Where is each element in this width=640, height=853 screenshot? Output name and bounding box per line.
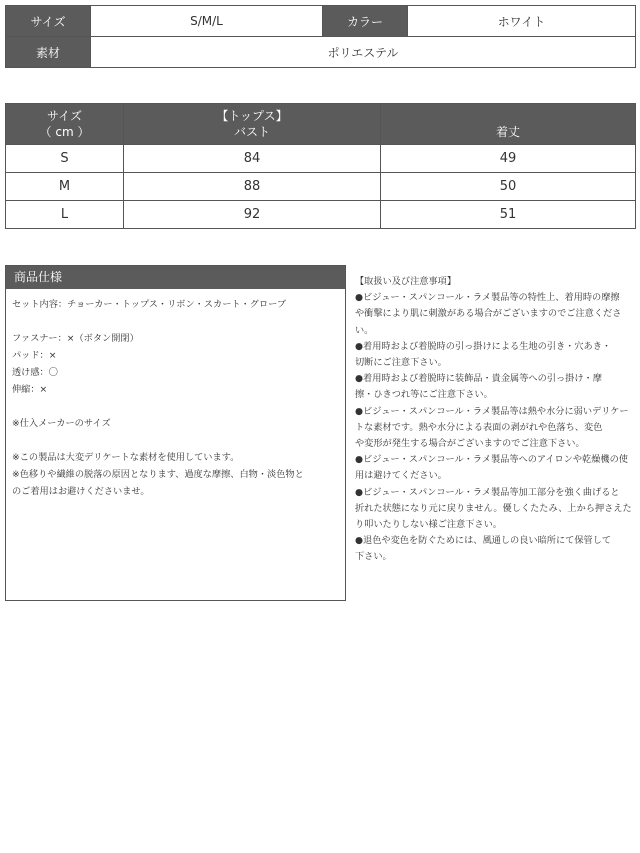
header-length-label: 着丈 <box>495 125 520 139</box>
row-size: M <box>6 173 124 201</box>
care-note-line: や衝撃により肌に刺激がある場合がございますのでご注意くださ <box>355 308 622 320</box>
care-note-line: ●着用時および着脱時に装飾品・貴金属等への引っ掛け・摩 <box>355 373 602 385</box>
spec-title: 商品仕様 <box>6 266 345 289</box>
header-length <box>381 104 636 145</box>
care-note-line: 下さい。 <box>355 551 392 563</box>
header-bust-line1: 【トップス】 <box>216 109 288 123</box>
care-note-line: や変形が発生する場合がございますのでご注意下さい。 <box>355 438 585 450</box>
row-length: 51 <box>381 201 636 229</box>
color-label: カラー <box>323 6 408 37</box>
material-label: 素材 <box>6 37 91 68</box>
spec-pad: パッド：× <box>12 350 57 361</box>
size-label: サイズ <box>6 6 91 37</box>
size-value: S/M/L <box>91 6 323 37</box>
spec-fade-note-1: ※色移りや繊維の脱落の原因となります、過度な摩擦、白物・淡色物と <box>12 469 304 480</box>
info-row-material <box>6 37 636 68</box>
product-spec-box <box>5 265 346 601</box>
row-bust: 92 <box>124 201 381 229</box>
spec-delicate-note: ※この製品は大変デリケートな素材を使用しています。 <box>12 452 240 463</box>
spec-fade-note-2: のご着用はお避けくださいませ。 <box>12 486 150 497</box>
header-size-line1: サイズ <box>46 109 83 123</box>
care-notes <box>355 274 637 566</box>
header-bust-line2: バスト <box>233 125 270 139</box>
care-note-line: ●退色や変色を防ぐためには、風通しの良い暗所にて保管して <box>355 535 612 547</box>
care-note-line: ●ビジュー・スパンコール・ラメ製品等加工部分を強く曲げると <box>355 486 620 498</box>
header-size <box>6 104 124 145</box>
table-row <box>6 173 636 201</box>
row-size: L <box>6 201 124 229</box>
care-note-line: 切断にご注意下さい。 <box>355 357 447 369</box>
care-note-line: い。 <box>355 324 374 336</box>
care-note-line: ●着用時および着脱時の引っ掛けによる生地の引き・穴あき・ <box>355 340 612 352</box>
care-note-line: 擦・ひきつれ等にご注意下さい。 <box>355 389 493 401</box>
product-info-table <box>5 5 636 68</box>
care-notes-title: 【取扱い及び注意事項】 <box>355 276 457 287</box>
size-chart-table <box>5 103 636 229</box>
table-row <box>6 145 636 173</box>
row-length: 50 <box>381 173 636 201</box>
care-note-line: 用は避けてください。 <box>355 470 447 482</box>
care-note-line: ●ビジュー・スパンコール・ラメ製品等へのアイロンや乾燥機の使 <box>355 454 628 466</box>
spec-body <box>6 289 345 507</box>
row-bust: 84 <box>124 145 381 173</box>
spec-stretch: 伸縮：× <box>12 384 48 395</box>
size-chart-header <box>6 104 636 145</box>
header-bust <box>124 104 381 145</box>
material-value: ポリエステル <box>91 37 636 68</box>
row-bust: 88 <box>124 173 381 201</box>
spec-set-contents: セット内容：チョーカー・トップス・リボン・スカート・グローブ <box>12 299 287 310</box>
color-value: ホワイト <box>408 6 636 37</box>
care-note-line: り叩いたりしない様ご注意下さい。 <box>355 519 502 531</box>
spec-fastener: ファスナー：×（ボタン開閉） <box>12 333 139 344</box>
care-note-line: ●ビジュー・スパンコール・ラメ製品等の特性上、着用時の摩擦 <box>355 292 620 304</box>
header-size-line2: （ cm ） <box>39 125 90 139</box>
care-note-line: ●ビジュー・スパンコール・ラメ製品等は熱や水分に弱いデリケー <box>355 405 629 417</box>
row-length: 49 <box>381 145 636 173</box>
spec-sheer: 透け感：〇 <box>12 367 58 378</box>
table-row <box>6 201 636 229</box>
row-size: S <box>6 145 124 173</box>
care-note-line: 折れた状態になり元に戻りません。優しくたたみ、上から押さえた <box>355 502 632 514</box>
spec-maker-note: ※仕入メーカーのサイズ <box>12 418 111 429</box>
info-row-size-color <box>6 6 636 37</box>
care-note-line: トな素材です。熱や水分による表面の剥がれや色落ち、変色 <box>355 421 603 433</box>
